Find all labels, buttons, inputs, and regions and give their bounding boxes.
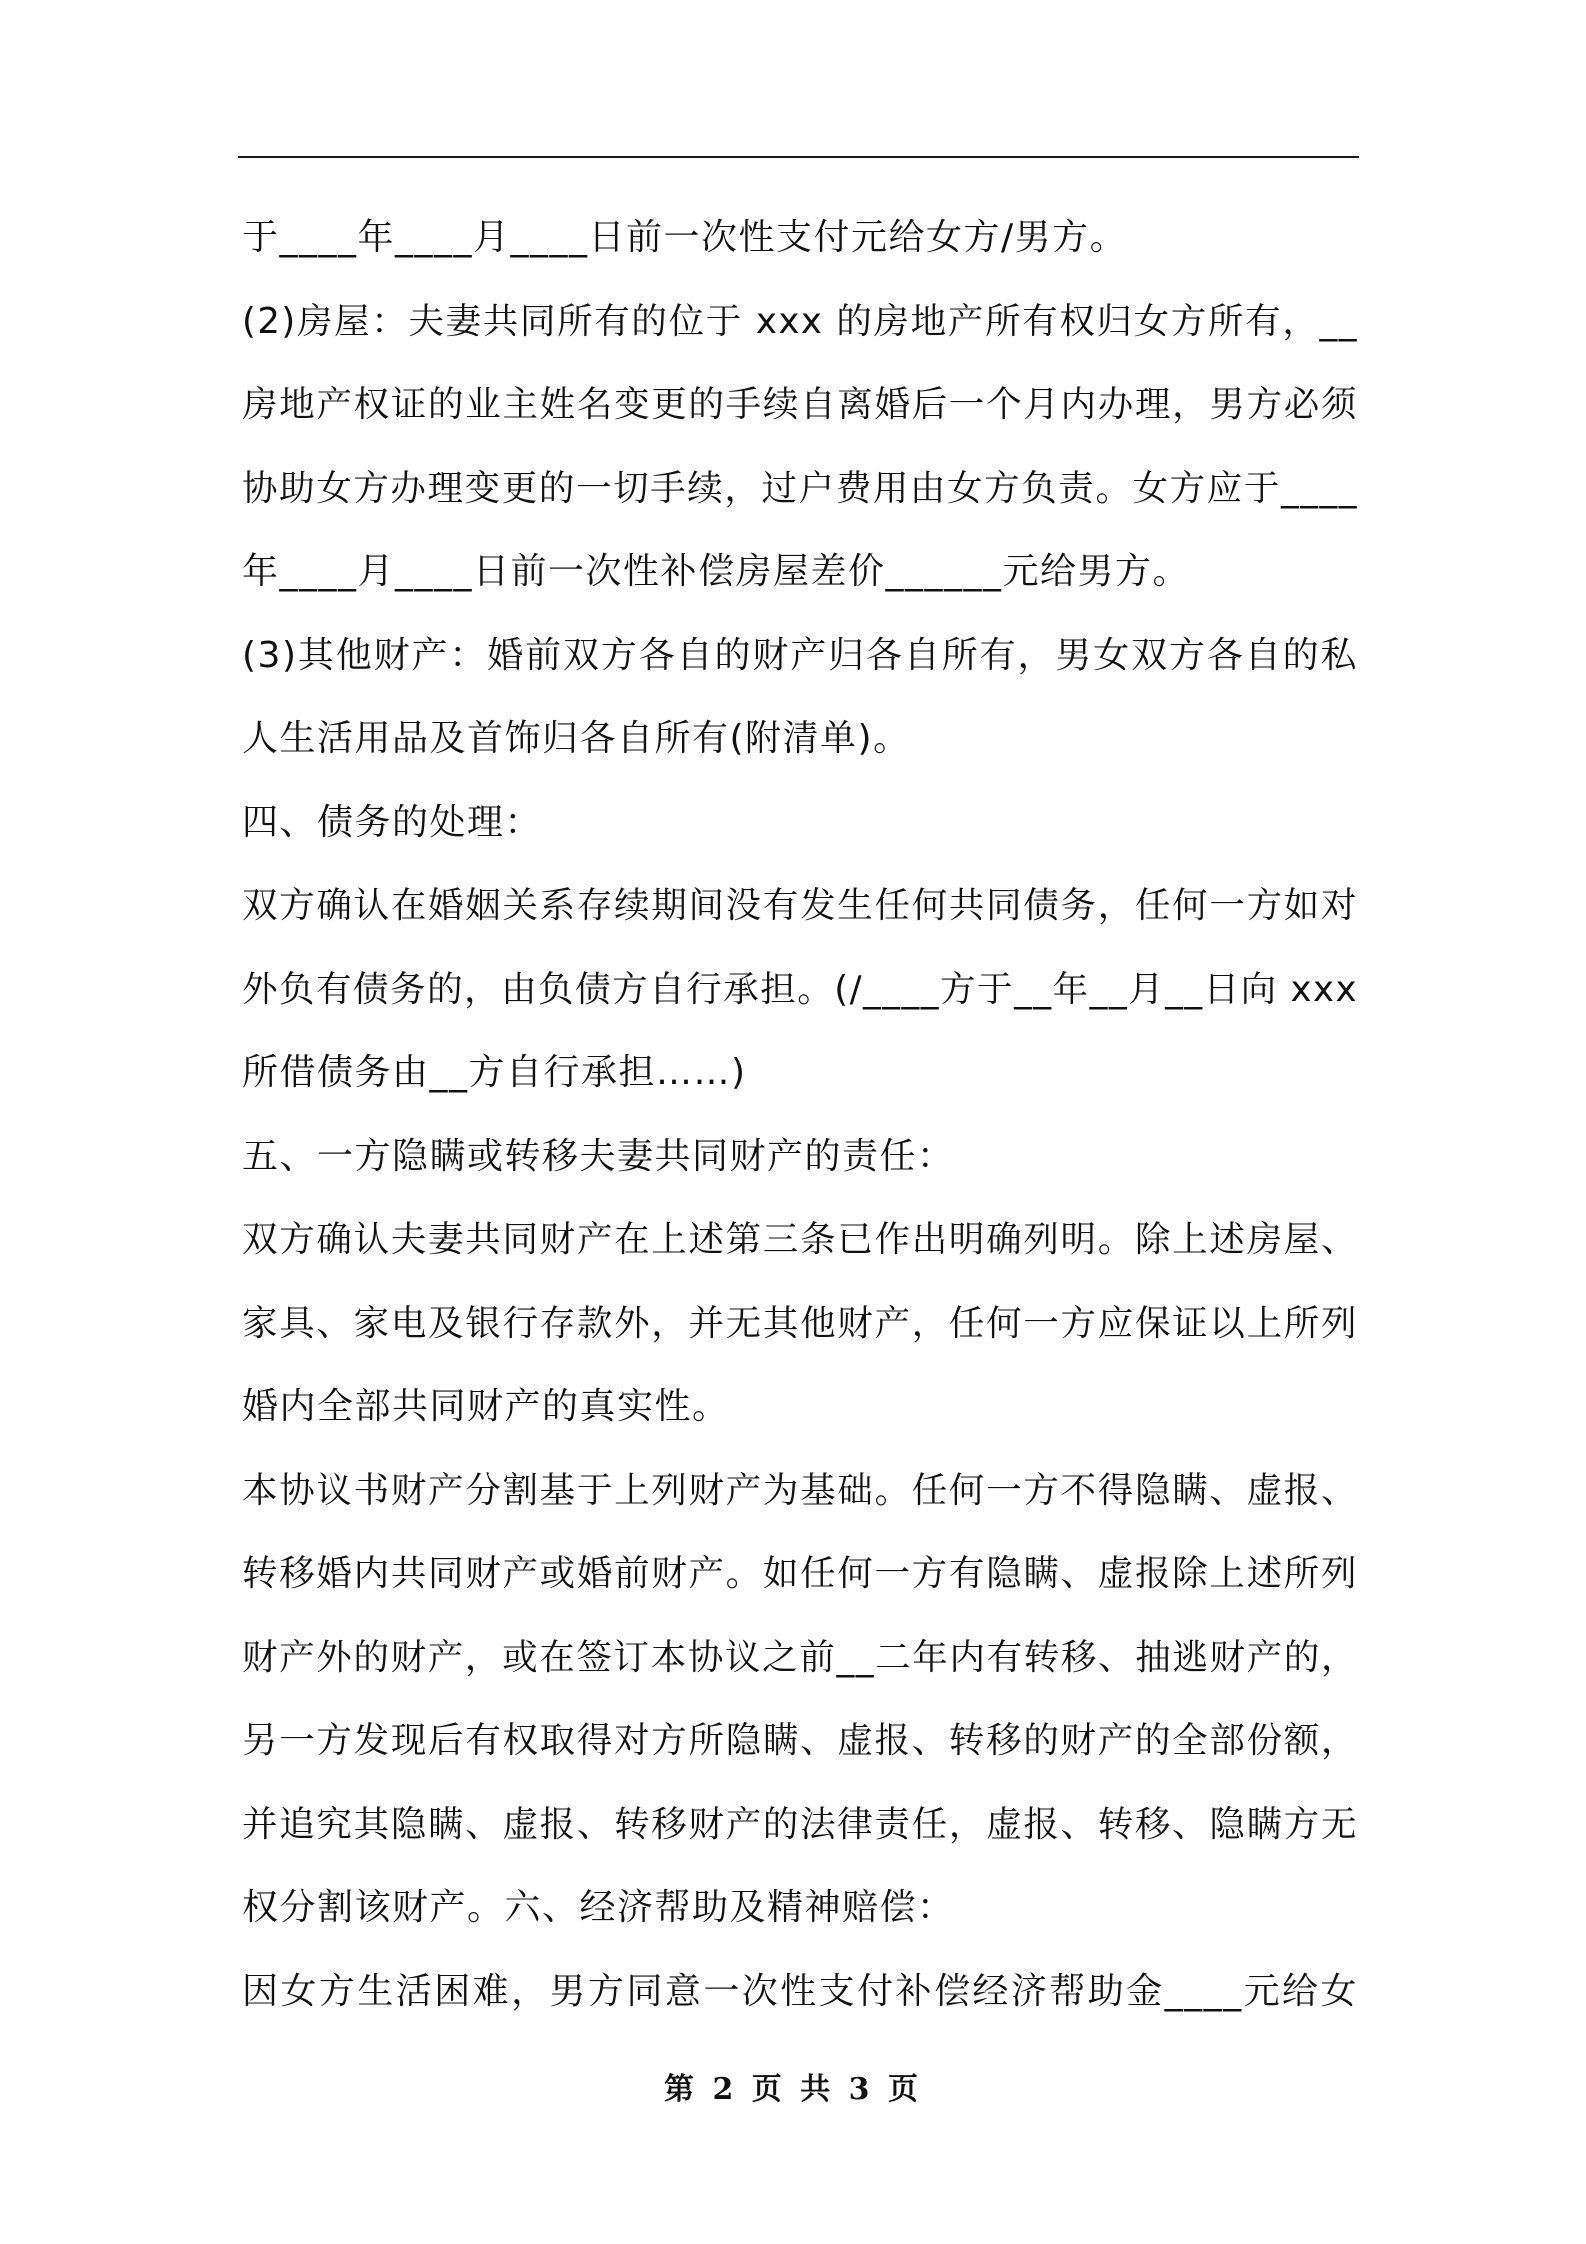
text-line: 财产外的财产，或在签订本协议之前__二年内有转移、抽逃财产的，	[242, 1636, 1358, 1678]
text-line: 人生活用品及首饰归各自所有(附清单)。	[242, 718, 911, 759]
text-line: 协助女方办理变更的一切手续，过户费用由女方负责。女方应于____	[242, 467, 1358, 509]
text-line: 婚内全部共同财产的真实性。	[242, 1386, 730, 1427]
text-line: 本协议书财产分割基于上列财产为基础。任何一方不得隐瞒、虚报、	[242, 1469, 1358, 1511]
text-line: (3)其他财产：婚前双方各自的财产归各自所有，男女双方各自的私	[242, 634, 1358, 676]
section-heading: 五、一方隐瞒或转移夫妻共同财产的责任：	[242, 1135, 955, 1177]
text-line: 另一方发现后有权取得对方所隐瞒、虚报、转移的财产的全部份额，	[242, 1720, 1358, 1761]
section-heading: 四、债务的处理：	[242, 801, 543, 843]
text-line: 并追究其隐瞒、虚报、转移财产的法律责任，虚报、转移、隐瞒方无	[242, 1803, 1358, 1845]
text-line: 家具、家电及银行存款外，并无其他财产，任何一方应保证以上所列	[242, 1302, 1358, 1344]
text-line: 所借债务由__方自行承担……)	[242, 1052, 747, 1093]
text-line: 因女方生活困难，男方同意一次性支付补偿经济帮助金____元给女	[242, 1970, 1358, 2012]
text-line: 于____年____月____日前一次性支付元给女方/男方。	[242, 217, 1128, 258]
document-body	[242, 196, 1358, 2033]
text-line: 转移婚内共同财产或婚前财产。如任何一方有隐瞒、虚报除上述所列	[242, 1553, 1358, 1594]
text-line: 权分割该财产。六、经济帮助及精神赔偿：	[242, 1887, 955, 1928]
header-divider	[238, 156, 1359, 158]
text-line: 年____月____日前一次性补偿房屋差价______元给男方。	[242, 551, 1191, 592]
text-line: (2)房屋：夫妻共同所有的位于 xxx 的房地产所有权归女方所有，__	[242, 300, 1358, 342]
text-line: 双方确认夫妻共同财产在上述第三条已作出明确列明。除上述房屋、	[242, 1219, 1358, 1260]
text-line: 双方确认在婚姻关系存续期间没有发生任何共同债务，任何一方如对	[242, 885, 1358, 926]
text-line: 房地产权证的业主姓名变更的手续自离婚后一个月内办理，男方必须	[242, 384, 1358, 425]
text-line: 外负有债务的，由负债方自行承担。(/____方于__年__月__日向 xxx	[242, 968, 1358, 1010]
page-number-footer: 第 2 页 共 3 页	[664, 2072, 922, 2107]
